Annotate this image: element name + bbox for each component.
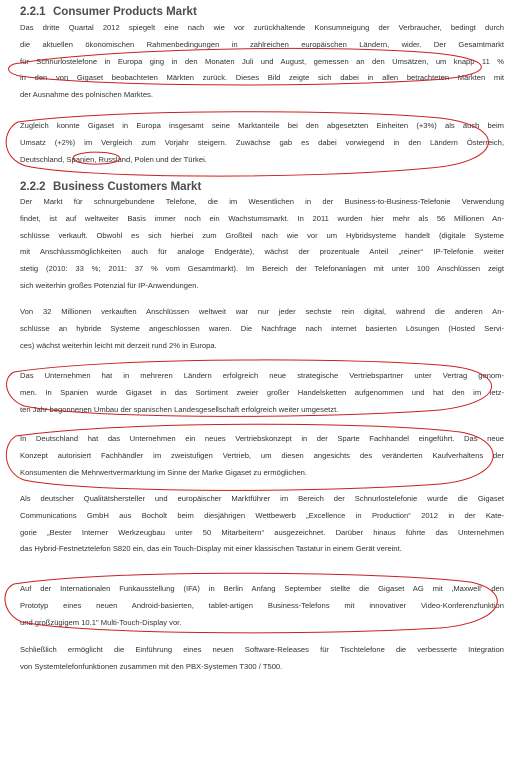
section-number: 2.2.2 <box>20 181 46 193</box>
text-line: von Systemtelefonfunktionen zusammen mit den PBX-Systemen T300 / T500. <box>20 661 283 671</box>
paragraph <box>20 431 504 481</box>
text-line: in den von Gigaset beobachteten Märkten zurück. Dieses Bild zeigte sich dabei in allen betrachteten Märkten mit <box>20 73 504 83</box>
section-title: Business Customers Markt <box>53 181 202 193</box>
text-line: Konzept autorisiert Fachhändler im zweistufigen Vertrieb, um diesen angesichts des veränderten Kaufverhaltens der <box>20 450 504 460</box>
text-line: In Deutschland hat das Unternehmen ein neues Vertriebskonzept in der Sparte Fachhandel eingeführt. Das neue <box>20 434 504 443</box>
paragraph <box>20 368 504 418</box>
text-line: Konsumenten die Mehrwertvermarktung im Sinne der Marke Gigaset zu ermöglichen. <box>20 467 308 477</box>
text-line: Schließlich ermöglicht die Einführung eines neuen Software-Releases für Tischtelefone die verbesserte Integration <box>20 645 504 654</box>
text-line: Deutschland, Spanien, Russland, Polen und der Türkei. <box>20 154 207 164</box>
text-line: Auf der Internationalen Funkausstellung (IFA) in Berlin Anfang September stellte die Gigaset AG mit ‚Maxwell‘ den <box>20 584 504 593</box>
text-line: Communications GmbH aus Bocholt beim diesjährigen Wettbewerb „Excellence in Production“ 2012 in der Kate- <box>20 510 504 520</box>
paragraph <box>20 118 504 168</box>
text-line: mit Anschlussmöglichkeiten auch für analoge Endgeräte), wächst der prozentuale Anteil „reiner“ IP-Telefonie weiter <box>20 247 504 257</box>
section-heading-consumer <box>20 6 197 18</box>
text-line: für Schnurlostelefone in Europa ging in den Monaten Juli und August, gemessen an den Umsätzen, um knapp 11 % <box>20 56 504 66</box>
paragraph <box>20 581 504 631</box>
text-line: ces) wächst weiterhin leicht mit derzeit rund 2% in Europa. <box>20 340 217 350</box>
text-line: men. In Spanien wurde Gigaset in das Sortiment zweier großer Handelsketten aufgenommen und hat den im letz- <box>20 387 504 397</box>
section-title: Consumer Products Markt <box>53 6 197 18</box>
text-line: Der Markt für schnurgebundene Telefone, die im Wesentlichen in der Business-to-Business-Telefonie Verwendung <box>20 197 504 206</box>
text-line: Das dritte Quartal 2012 spiegelt eine nach wie vor zurückhaltende Konsumneigung der Verbraucher, bedingt durch <box>20 23 504 32</box>
paragraph <box>20 642 504 676</box>
text-line: und großzügigem 10.1" Multi-Touch-Display vor. <box>20 617 182 627</box>
text-line: schlüsse an hybride Systeme angeschlossen waren. Die Nachfrage nach internet basierten Lösungen (Hosted Servi- <box>20 323 504 333</box>
text-line: Von 32 Millionen verkauften Anschlüssen weltweit war nur jeder sechste rein digital, während die anderen An- <box>20 307 504 316</box>
text-line: der Ausnahme des polnischen Marktes. <box>20 90 153 100</box>
paragraph <box>20 304 504 354</box>
section-number: 2.2.1 <box>20 6 46 18</box>
text-line: ten Jahr begonnenen Umbau der spanischen Landesgesellschaft erfolgreich weiter umgesetzt. <box>20 404 339 414</box>
text-line: stetig (2010: 33 %; 2011: 37 % vom Gesamtmarkt). Im Bereich der Telefonanlagen mit unter 100 Anschlüssen zeigt <box>20 264 504 274</box>
section-heading-business <box>20 181 201 193</box>
text-line: das Hybrid-Festnetztelefon S820 ein, das ein Touch-Display mit einer klassischen Tastatur in einem Gerät vereint. <box>20 544 402 554</box>
text-line: findet, ist auf weltweiter Basis immer noch ein Wachstumsmarkt. In 2011 wurden hier mehr als 56 Millionen An- <box>20 213 504 223</box>
text-line: schlüsse verkauft. Obwohl es sich hierbei zum Großteil nach wie vor um Hybridsysteme handelt (digitale Systeme <box>20 230 504 240</box>
text-line: die aktuellen ökonomischen Rahmenbedingungen in zahlreichen europäischen Ländern, wider. Der Gesamtmarkt <box>20 39 504 49</box>
paragraph <box>20 194 504 295</box>
paragraph <box>20 491 504 558</box>
text-line: Umsatz (+2%) im Vergleich zum Vorjahr steigern. Zuwächse gab es dabei vorwiegend in den Ländern Österreich, <box>20 137 504 147</box>
text-line: Prototyp eines neuen Android-basierten, tablet-artigen Business-Telefons mit innovativer Video-Konferenzfunktion <box>20 600 504 610</box>
paragraph <box>20 20 504 104</box>
text-line: Das Unternehmen hat in mehreren Ländern erfolgreich neue strategische Vertriebspartner unter Vertrag genom- <box>20 371 504 380</box>
text-line: Als deutscher Qualitätshersteller und europäischer Marktführer im Bereich der Schnurlostelefonie wurde die Gigaset <box>20 494 504 503</box>
text-line: sich weiterhin großes Potenzial für IP-Anwendungen. <box>20 280 199 290</box>
text-line: gorie „Bester Interner Werkzeugbau unter 50 Mitarbeitern“ ausgezeichnet. Darüber hinaus führte das Unternehmen <box>20 527 504 537</box>
text-line: Zugleich konnte Gigaset in Europa insgesamt seine Marktanteile bei den abgesetzten Einheiten (+3%) als auch beim <box>20 121 504 130</box>
